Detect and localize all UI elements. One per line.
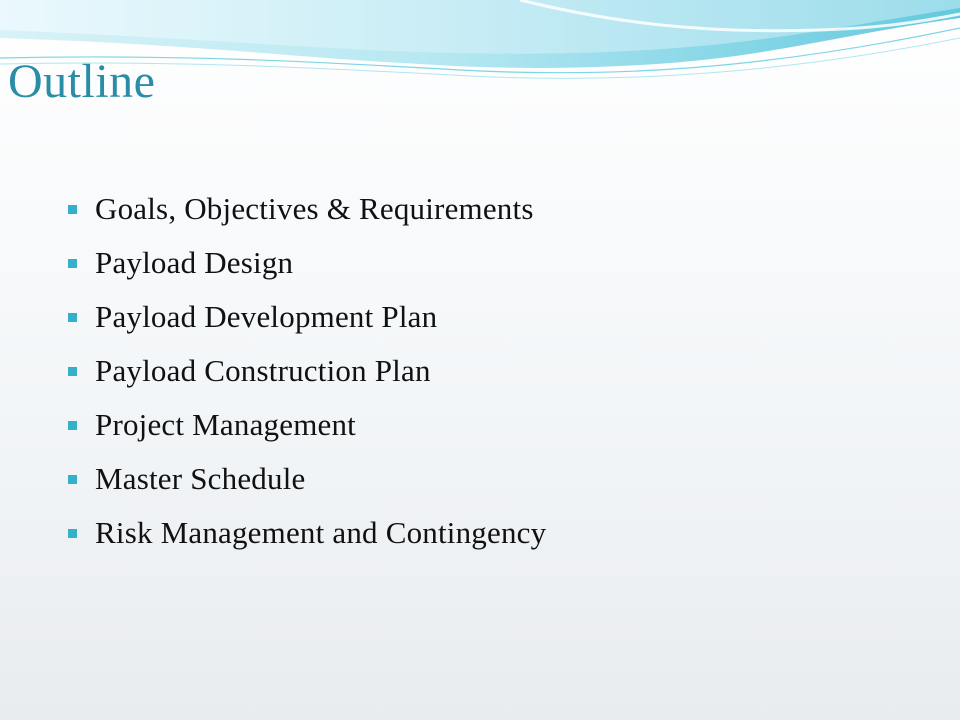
square-bullet-icon <box>68 313 77 322</box>
list-item <box>68 452 546 506</box>
bullet-text: Payload Development Plan <box>95 299 438 334</box>
bullet-text: Payload Design <box>95 245 294 280</box>
bullet-text: Payload Construction Plan <box>95 353 431 388</box>
square-bullet-icon <box>68 421 77 430</box>
bullet-text: Master Schedule <box>95 461 306 496</box>
list-item <box>68 236 546 290</box>
list-item <box>68 344 546 398</box>
slide-title: Outline <box>8 55 156 108</box>
bullet-text: Goals, Objectives & Requirements <box>95 191 534 226</box>
list-item <box>68 398 546 452</box>
square-bullet-icon <box>68 259 77 268</box>
bullet-list <box>68 182 546 560</box>
bullet-text: Project Management <box>95 407 356 442</box>
list-item <box>68 182 546 236</box>
list-item <box>68 506 546 560</box>
square-bullet-icon <box>68 475 77 484</box>
list-item <box>68 290 546 344</box>
bullet-text: Risk Management and Contingency <box>95 515 547 550</box>
square-bullet-icon <box>68 529 77 538</box>
square-bullet-icon <box>68 205 77 214</box>
square-bullet-icon <box>68 367 77 376</box>
